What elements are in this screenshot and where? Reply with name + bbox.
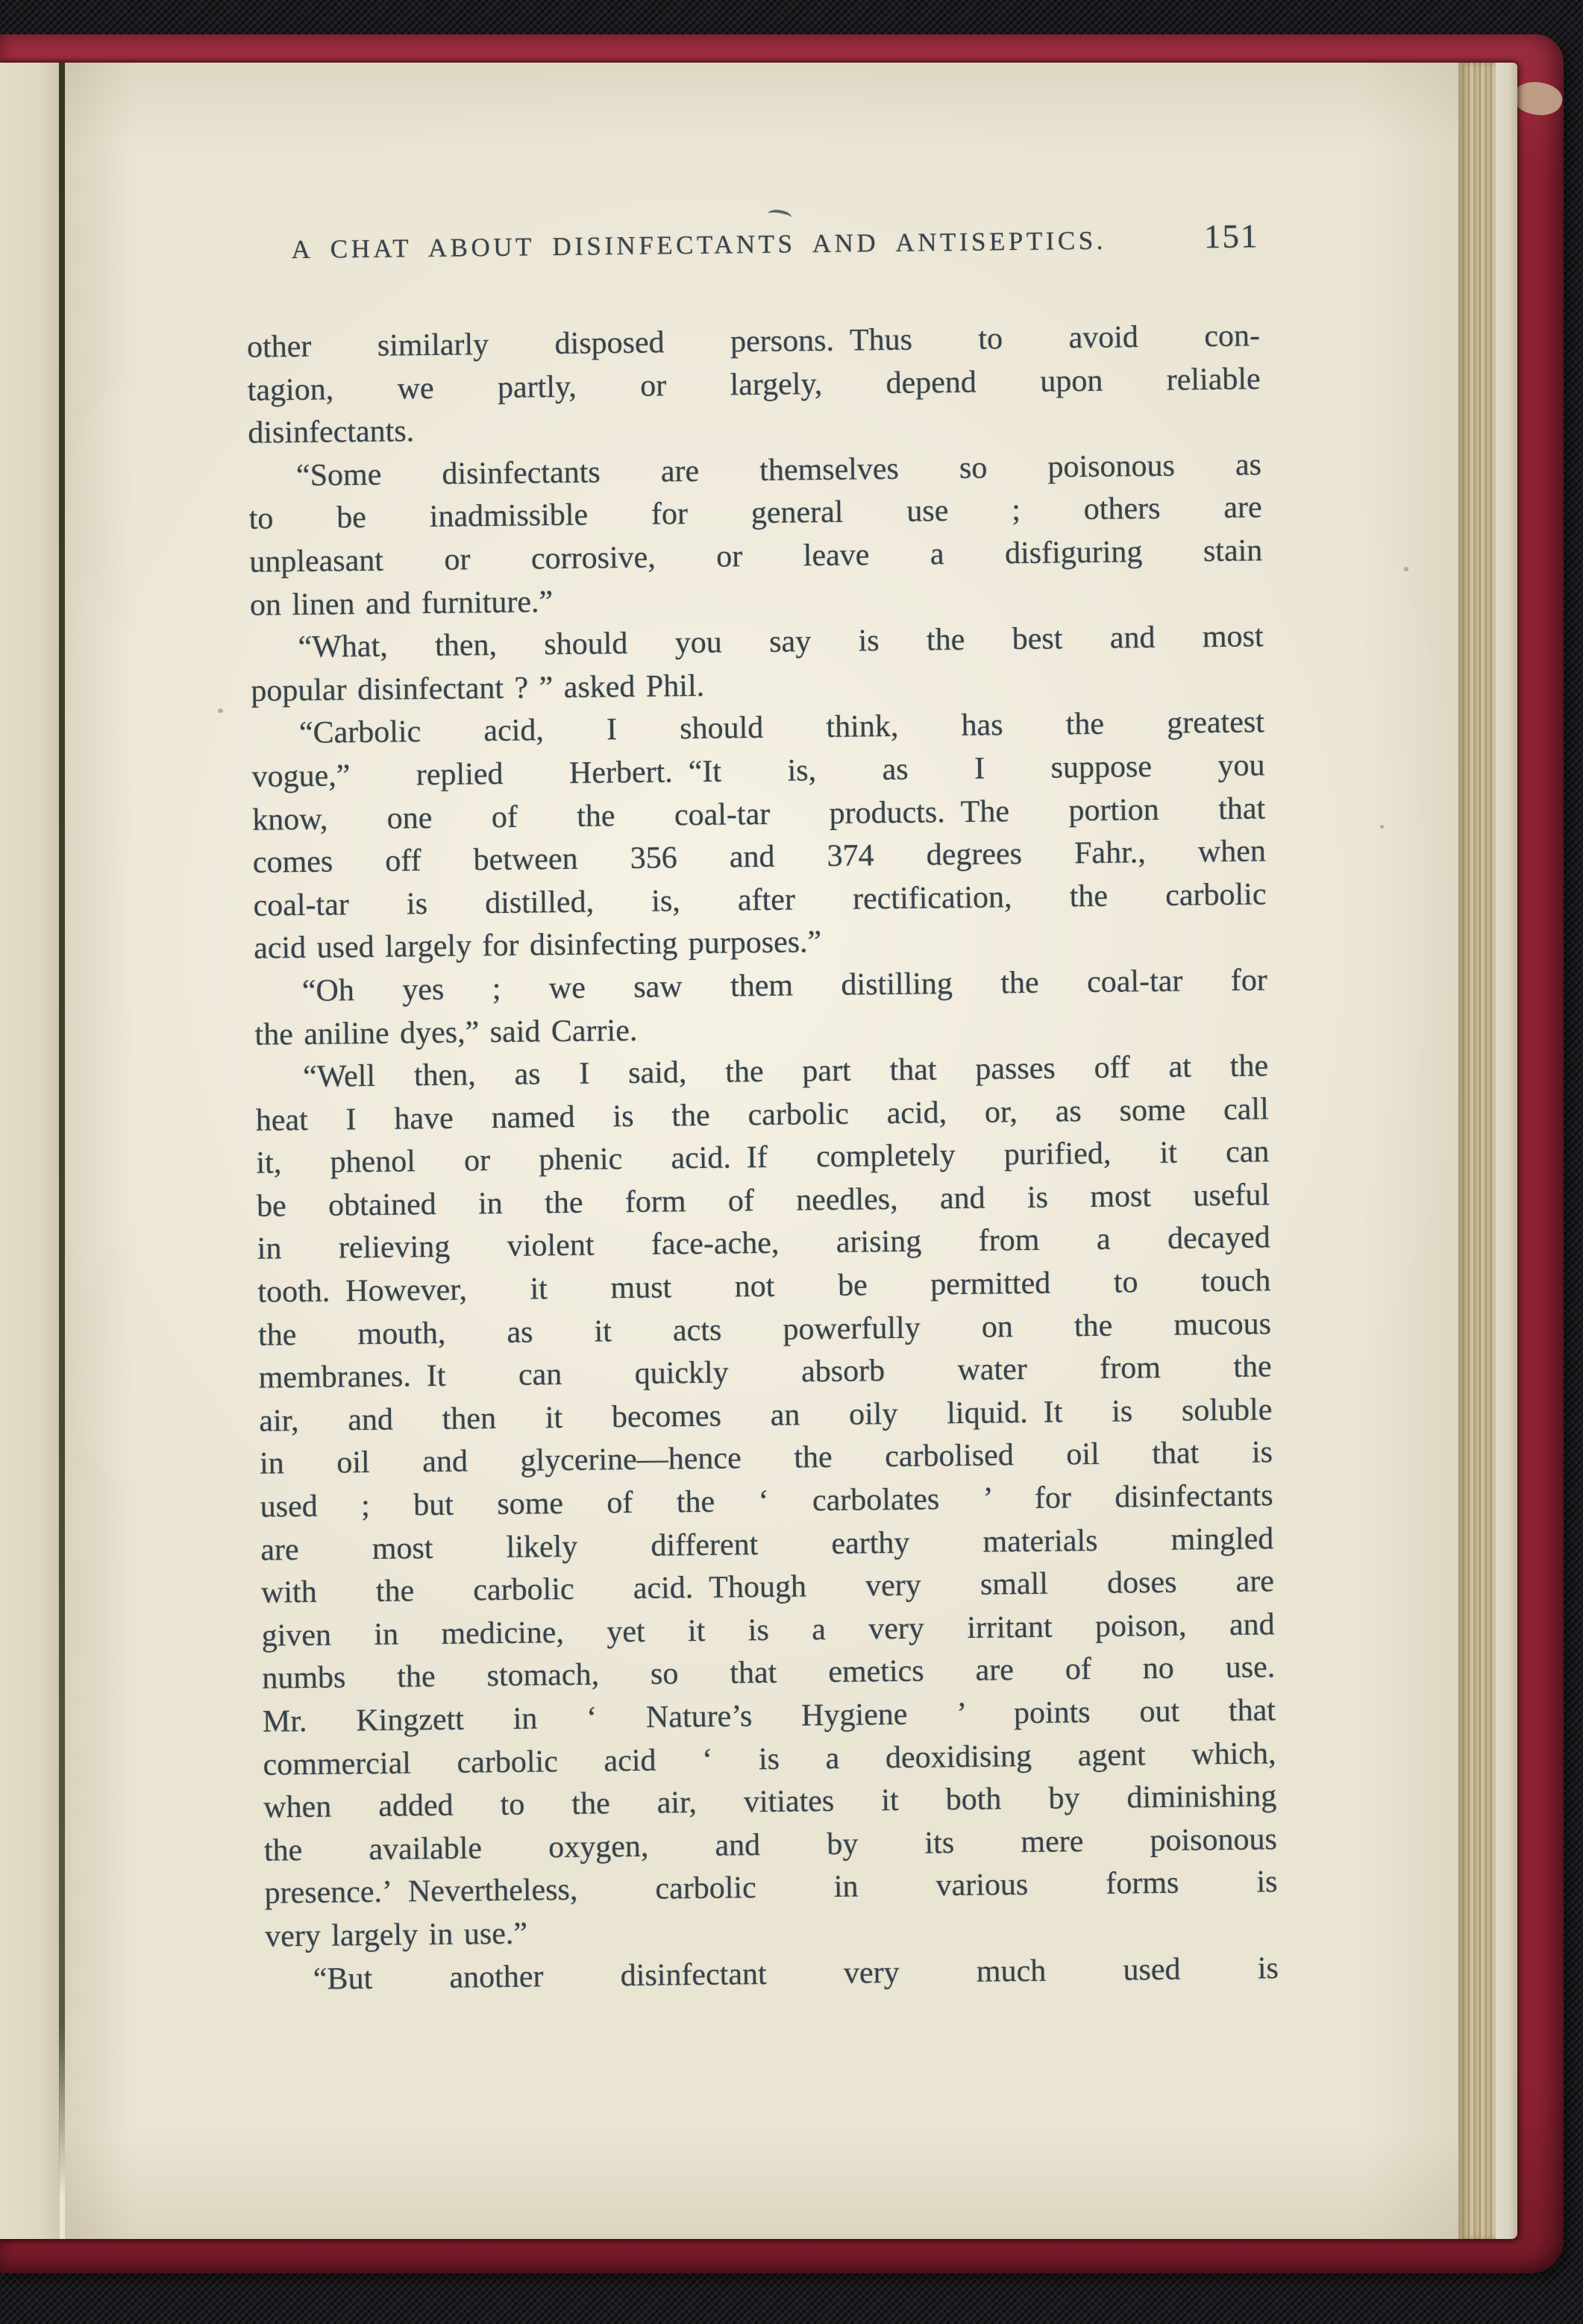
text-line: used ; but some of the ‘ carbolates ’ for disinfectants (260, 1478, 1273, 1524)
page-gutter (59, 63, 65, 2197)
text-line: air, and then it becomes an oily liquid. It is soluble (259, 1392, 1273, 1439)
text-line: vogue,” replied Herbert. “It is, as I suppose you (251, 748, 1265, 794)
text-line: presence.’ Nevertheless, carbolic in various forms is (264, 1865, 1278, 1911)
text-line: membranes. It can quickly absorb water from the (258, 1349, 1272, 1395)
adjacent-page-edge (0, 63, 60, 2239)
text-line: on linen and furniture.” (249, 584, 554, 623)
page-content (245, 216, 1279, 2001)
text-line: in relieving violent face-ache, arising from a decayed (257, 1220, 1270, 1267)
paper-speck (218, 709, 223, 713)
text-line: tooth. However, it must not be permitted to touch (257, 1263, 1271, 1310)
text-line: “Some disinfectants are themselves so poisonous as (295, 447, 1262, 493)
text-line: be obtained in the form of needles, and is most useful (256, 1178, 1270, 1224)
text-line: other similarly disposed persons. Thus to avoid con- (246, 318, 1261, 365)
page-number: 151 (1203, 217, 1259, 256)
text-line: “What, then, should you say is the best and most (298, 619, 1264, 665)
text-line: it, phenol or phenic acid. If completely purified, it can (256, 1134, 1270, 1181)
text-line: “But another disinfectant very much used is (313, 1950, 1279, 1997)
paper-speck (1404, 567, 1408, 571)
text-line: to be inadmissible for general use ; others are (248, 490, 1262, 537)
text-line: Mr. Kingzett in ‘ Nature’s Hygiene ’ points out that (262, 1693, 1276, 1739)
text-line: acid used largely for disinfecting purposes.” (253, 925, 822, 967)
text-line: unpleasant or corrosive, or leave a disfiguring stain (249, 533, 1263, 580)
text-line: comes off between 356 and 374 degrees Fahr., when (252, 834, 1267, 880)
text-line: are most likely different earthy materials mingled (260, 1521, 1274, 1568)
text-line: know, one of the coal-tar products. The portion that (251, 791, 1266, 838)
text-line: heat I have named is the carbolic acid, or, as some call (255, 1091, 1270, 1138)
text-line: disinfectants. (248, 414, 415, 450)
text-line: numbs the stomach, so that emetics are of no use. (262, 1650, 1276, 1697)
text-line: commercial carbolic acid ‘ is a deoxidising agent which, (263, 1736, 1276, 1783)
text-line: when added to the air, vitiates it both by diminishing (263, 1779, 1277, 1825)
text-line: the mouth, as it acts powerfully on the mucous (257, 1306, 1272, 1353)
text-line: popular disinfectant ? ” asked Phil. (251, 668, 705, 709)
text-line: the available oxygen, and by its mere poisonous (263, 1822, 1278, 1868)
page-edges-inner (1496, 63, 1517, 2239)
text-line: very largely in use.” (264, 1916, 528, 1954)
paper-speck (1380, 825, 1384, 829)
text-line: the aniline dyes,” said Carrie. (254, 1013, 638, 1052)
text-line: “Well then, as I said, the part that passes off at the (302, 1049, 1269, 1095)
cover-worn-spot (1510, 77, 1566, 121)
text-lines (247, 315, 1279, 2001)
text-line: tagion, we partly, or largely, depend upon reliable (247, 361, 1261, 408)
running-title: A CHAT ABOUT DISINFECTANTS AND ANTISEPTICS. (291, 225, 1107, 265)
text-line: with the carbolic acid. Though very small doses are (260, 1564, 1275, 1610)
text-line: given in medicine, yet it is a very irritant poison, and (261, 1607, 1275, 1654)
text-line: coal-tar is distilled, is, after rectification, the carbolic (253, 877, 1267, 923)
text-line: “Carbolic acid, I should think, has the greatest (298, 705, 1265, 751)
text-line: in oil and glycerine—hence the carbolised oil that is (259, 1435, 1273, 1482)
text-line: “Oh yes ; we saw them distilling the coal-tar for (301, 963, 1268, 1008)
page-edges (1458, 63, 1496, 2239)
